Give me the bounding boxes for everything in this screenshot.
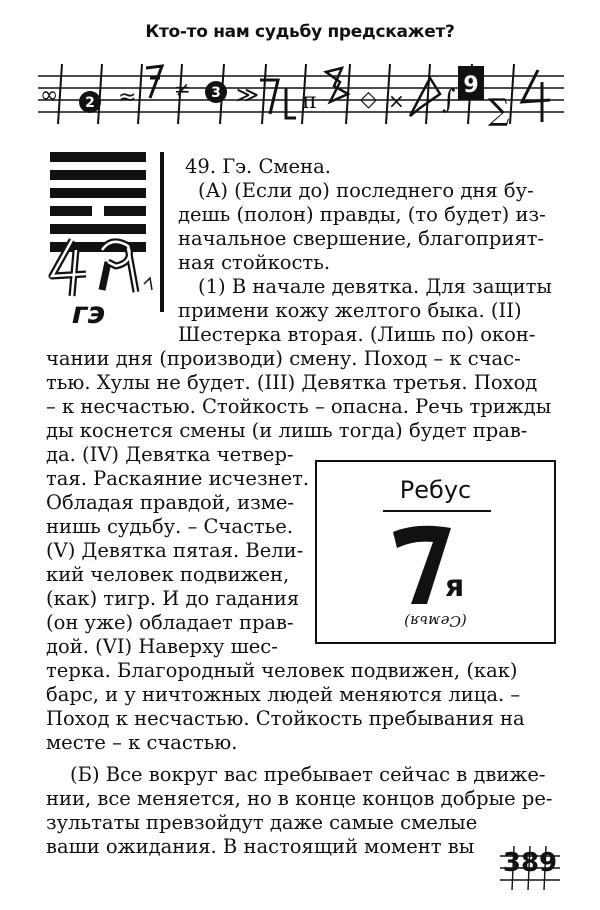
text-line: Обладая правдой, изме-: [46, 491, 295, 514]
bracket-icon: [286, 88, 296, 118]
text-line: дой. (VI) Наверху шес-: [46, 635, 278, 658]
rebus-seven-glyph: [387, 520, 487, 610]
rebus-title-underline: [383, 510, 491, 512]
rebus-title: Ребус: [399, 476, 472, 504]
text-line: чании дня (производи) смену. Поход – к счас-: [46, 347, 521, 370]
rebus-suffix: я: [445, 569, 465, 604]
text-line: ная стойкость.: [178, 251, 331, 274]
text-line: нишь судьбу. – Счастье.: [46, 515, 294, 538]
rebus-box: [315, 460, 556, 644]
text-line: барс, и у ничтожных людей меняются лица. –: [46, 683, 521, 706]
four-glyph-icon: [522, 70, 550, 122]
running-head: Кто-то нам судьбу предскажет?: [145, 22, 455, 42]
hexagram-line-solid: [50, 170, 146, 180]
text-line: (Б) Все вокруг вас пребывает сейчас в движе-: [70, 763, 546, 786]
text-line: зультаты превзойдут даже самые смелые: [46, 811, 478, 834]
times-icon: ×: [388, 89, 405, 113]
text-line: тью. Хулы не будет. (III) Девятка третья. Поход: [46, 371, 538, 394]
text-line: кий человек подвижен,: [46, 563, 290, 586]
text-line: примени кожу желтого быка. (II): [178, 299, 522, 322]
text-line: Поход к несчастью. Стойкость пребывания на: [46, 707, 525, 730]
text-line: 49. Гэ. Смена.: [185, 155, 331, 178]
text-line: (как) тигр. И до гадания: [46, 587, 300, 610]
hexagram-line-solid: [50, 152, 146, 162]
rebus-caption: (Семья): [404, 612, 467, 630]
text-line: начальное свершение, благоприят-: [178, 227, 545, 250]
text-line: (V) Девятка пятая. Вели-: [46, 539, 304, 562]
sigma-icon: ∑: [488, 93, 510, 128]
not-equal-icon: ≠: [174, 77, 191, 101]
text-line: – к несчастью. Стойкость – опасна. Речь трижды: [46, 395, 552, 418]
hexagram-line-broken: [50, 206, 146, 216]
text-line: Шестерка вторая. (Лишь по) окон-: [178, 323, 536, 346]
gua-number: [42, 232, 162, 302]
seven-glyph-icon: [146, 66, 162, 98]
text-line: нии, все меняется, но в конце концов добрые ре-: [46, 787, 553, 810]
text-line: (1) В начале девятка. Для защиты: [198, 275, 552, 298]
text-line: ваши ожидания. В настоящий момент вы: [46, 835, 475, 858]
text-line: (он уже) обладает прав-: [46, 611, 294, 634]
pi-icon: π: [302, 89, 317, 114]
text-line: (А) (Если до) последнего дня бу-: [198, 179, 534, 202]
much-greater-icon: ≫: [236, 83, 260, 108]
text-line: месте – к счастью.: [46, 731, 238, 754]
gua-name: гэ: [68, 296, 110, 331]
badge-3-label: 3: [211, 85, 221, 101]
hexagram-line-solid: [50, 188, 146, 198]
text-line: терка. Благородный человек подвижен, (как): [46, 659, 518, 682]
badge-9-label: 9: [463, 73, 479, 98]
diamond-icon: ◇: [360, 87, 377, 112]
integral-icon: ∫: [442, 85, 456, 115]
page-number-text: 389: [502, 848, 558, 878]
eight-glyph-icon: [326, 68, 348, 102]
text-line: тая. Раскаяние исчезнет.: [46, 467, 310, 490]
arrow-glyph-icon: [410, 78, 440, 116]
approx-icon: ≈: [118, 85, 137, 110]
infinity-icon: ∞: [40, 83, 59, 108]
text-line: да. (IV) Девятка четвер-: [46, 443, 294, 466]
gua-number-graphic: [42, 232, 162, 302]
symbol-strip: [38, 58, 564, 128]
badge-2-label: 2: [85, 95, 95, 111]
text-line: ды коснется смены (и лишь тогда) будет прав-: [46, 419, 528, 442]
page-number: [500, 842, 560, 892]
text-line: дешь (полон) правды, (то будет) из-: [178, 203, 546, 226]
